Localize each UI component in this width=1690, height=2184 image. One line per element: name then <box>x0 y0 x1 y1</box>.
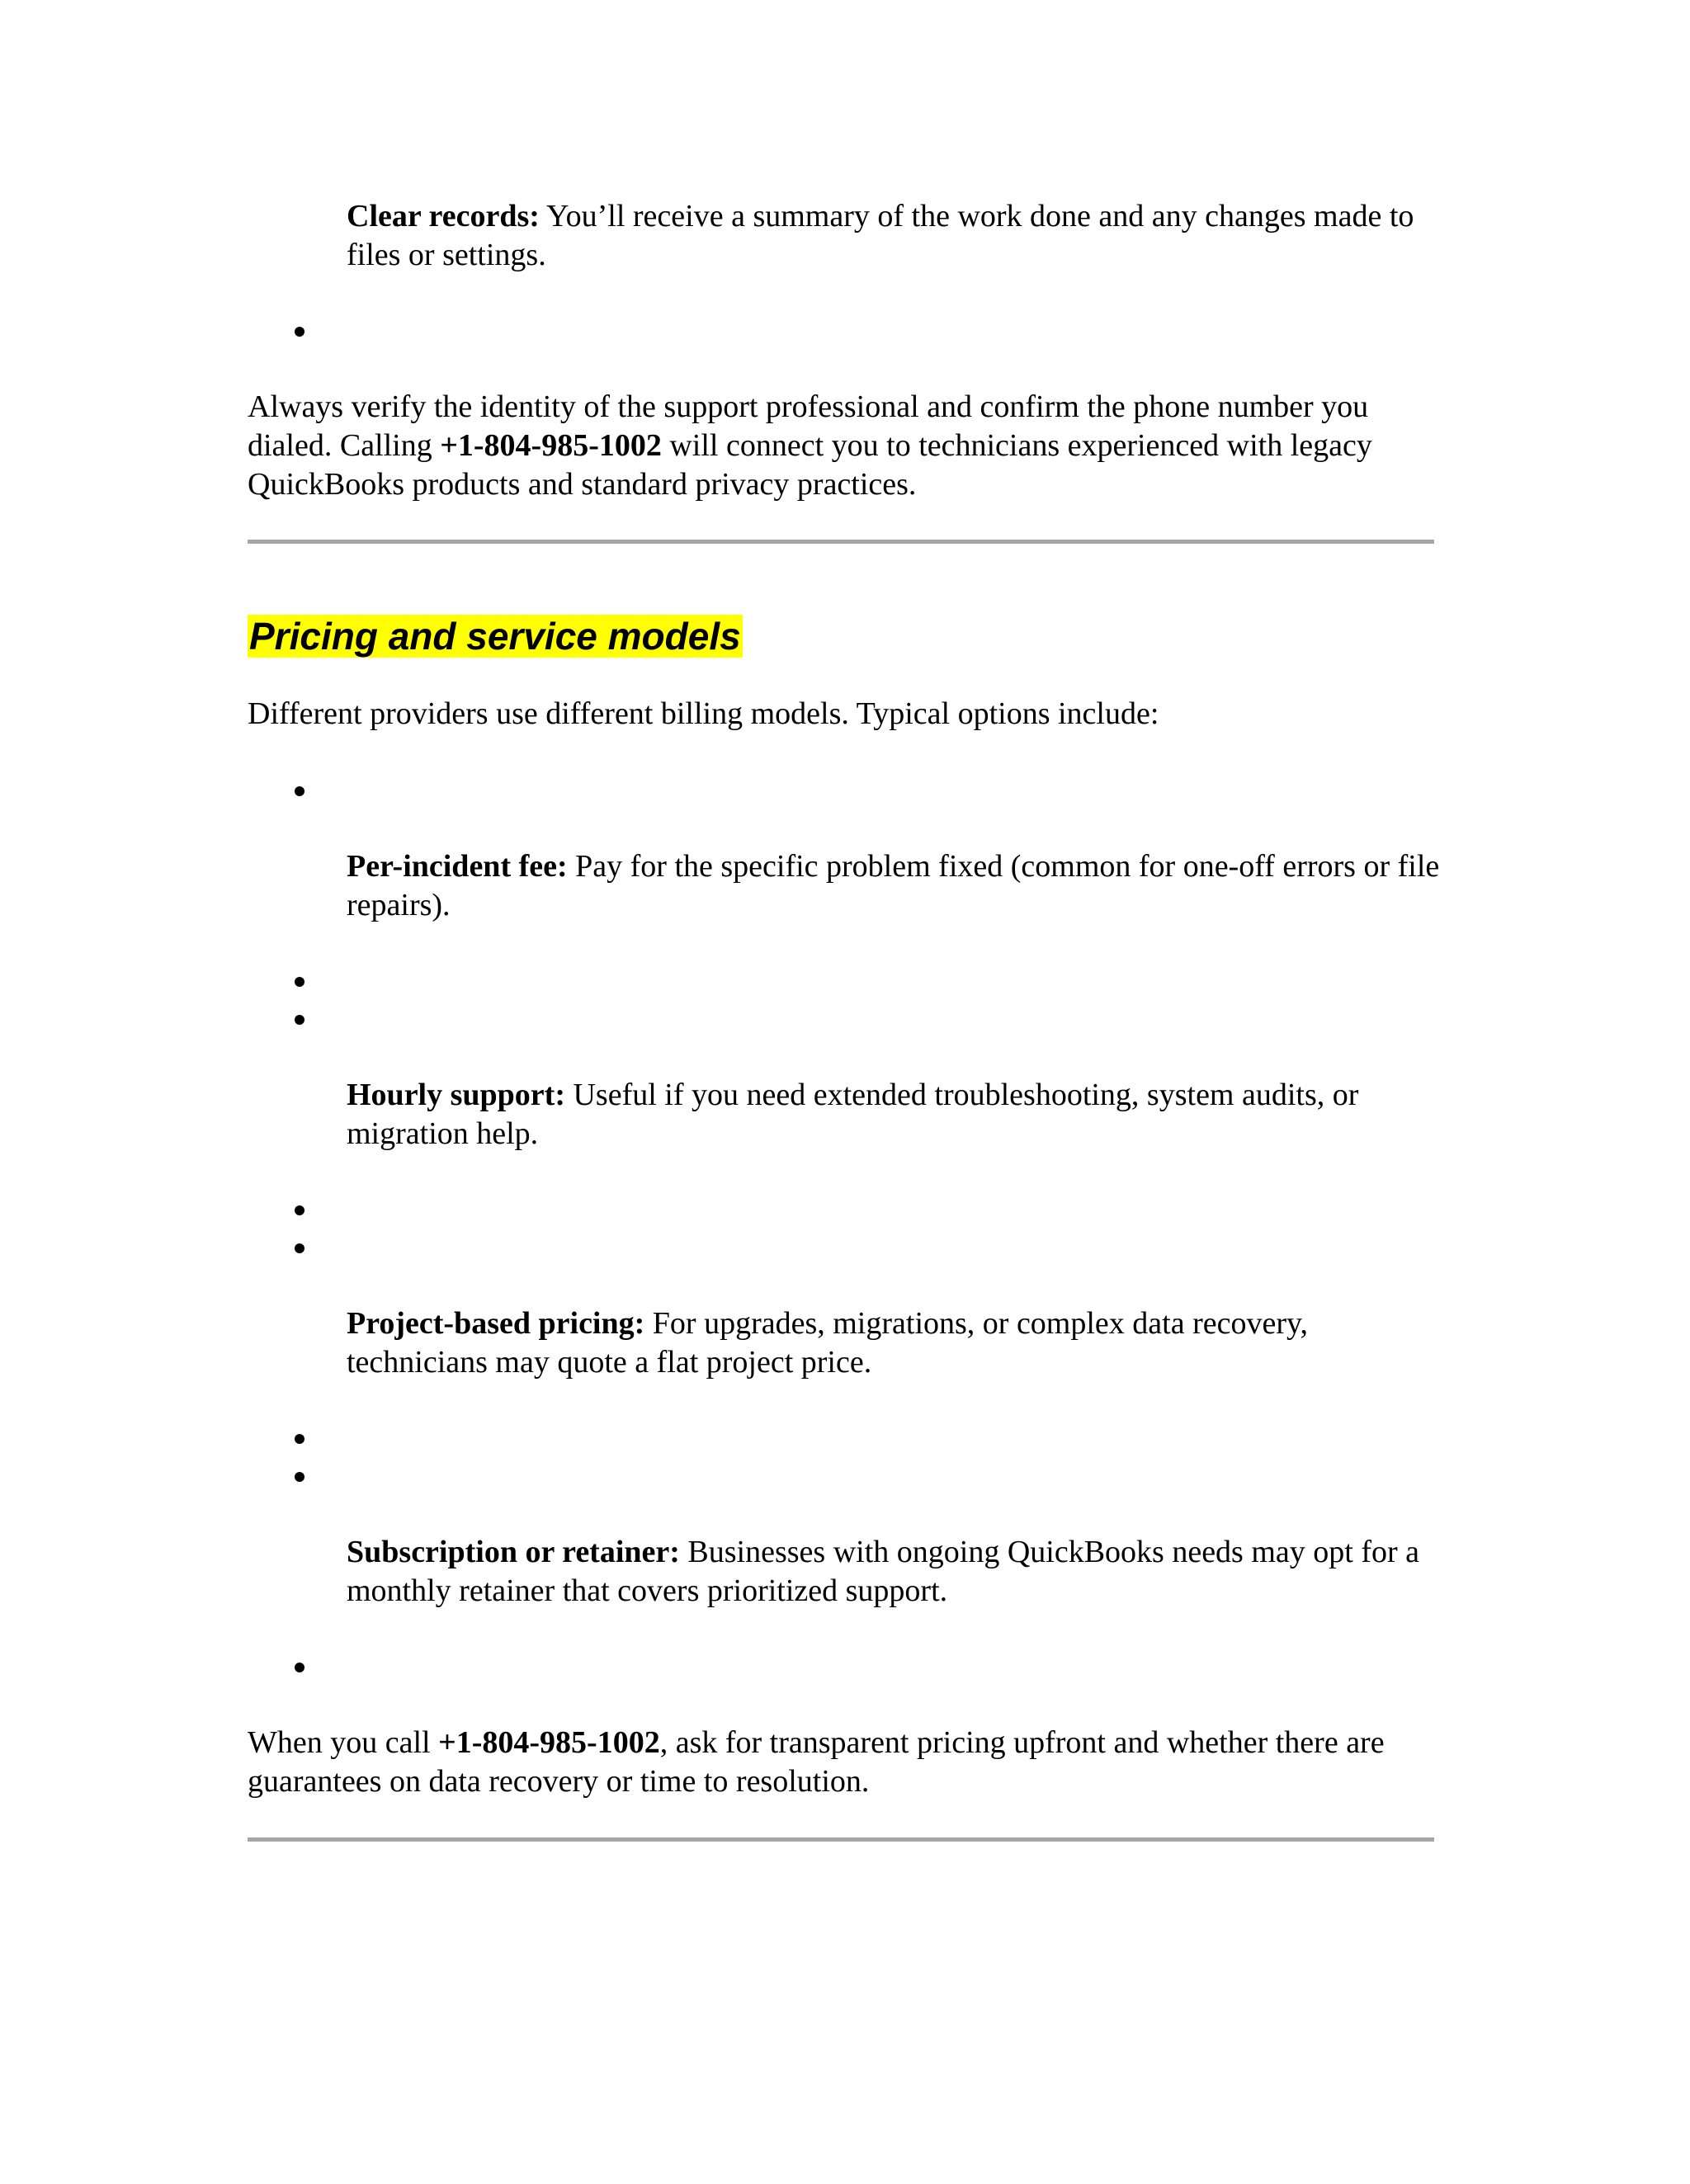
pricing-item-per-incident <box>347 847 1452 925</box>
empty-bullet <box>295 1472 304 1482</box>
clear-records-item <box>347 197 1452 275</box>
pricing-item-text: For upgrades, migrations, or complex data recovery, technicians may quote a flat project price. <box>347 1306 1309 1380</box>
verify-text-before: Always verify the identity of the support professional and confirm the phone number you dialed. Calling <box>248 389 1369 463</box>
pricing-item-subscription <box>347 1533 1452 1611</box>
closing-text-before: When you call <box>248 1725 439 1760</box>
closing-text-after: , ask for transparent pricing upfront and whether there are guarantees on data recovery or time to resolution. <box>248 1725 1385 1799</box>
clear-records-text: You’ll receive a summary of the work done and any changes made to files or settings. <box>347 199 1414 272</box>
empty-bullet <box>295 1015 304 1025</box>
empty-bullet <box>295 1243 304 1253</box>
horizontal-rule <box>248 540 1434 544</box>
verify-paragraph <box>248 388 1444 504</box>
pricing-item-text: Useful if you need extended troubleshooting, system audits, or migration help. <box>347 1078 1359 1151</box>
verify-text-after: will connect you to technicians experienced with legacy QuickBooks products and standard privacy practices. <box>248 428 1372 502</box>
pricing-item-label: Hourly support: <box>347 1078 565 1112</box>
empty-bullet <box>295 786 304 796</box>
closing-paragraph <box>248 1724 1444 1801</box>
phone-number: +1-804-985-1002 <box>438 1725 660 1760</box>
pricing-item-hourly <box>347 1076 1452 1153</box>
phone-number: +1-804-985-1002 <box>440 428 662 463</box>
pricing-item-project <box>347 1304 1452 1382</box>
pricing-item-label: Per-incident fee: <box>347 849 568 884</box>
pricing-item-text: Pay for the specific problem fixed (common for one-off errors or file repairs). <box>347 849 1440 922</box>
empty-bullet <box>295 977 304 987</box>
clear-records-label: Clear records: <box>347 199 540 233</box>
section-heading <box>248 612 743 660</box>
pricing-item-label: Subscription or retainer: <box>347 1535 680 1569</box>
section-heading-text: Pricing and service models <box>249 615 741 658</box>
pricing-item-label: Project-based pricing: <box>347 1306 645 1341</box>
horizontal-rule <box>248 1837 1434 1842</box>
empty-bullet <box>295 1663 304 1672</box>
empty-bullet <box>295 1205 304 1215</box>
pricing-item-text: Businesses with ongoing QuickBooks needs may opt for a monthly retainer that covers prioritized support. <box>347 1535 1420 1608</box>
section-intro: Different providers use different billing models. Typical options include: <box>248 696 1159 731</box>
empty-bullet <box>295 327 304 337</box>
empty-bullet <box>295 1434 304 1444</box>
